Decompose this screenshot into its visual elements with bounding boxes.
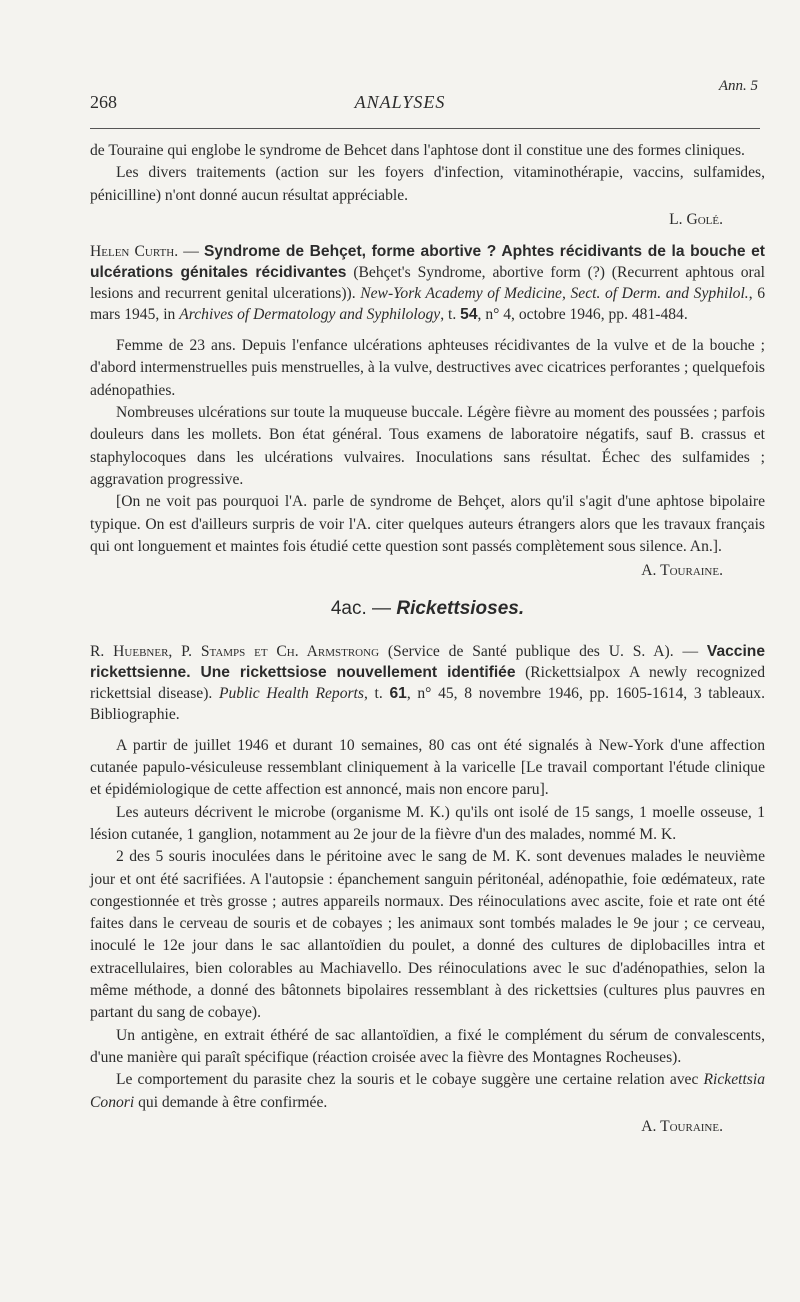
journal-name: Archives of Dermatology and Syphilology bbox=[179, 306, 441, 324]
paragraph: [On ne voit pas pourquoi l'A. parle de syndrome de Behçet, alors qu'il s'agit d'une aphtose bipolaire typique. On est d'ailleurs surpris de voir l'A. citer quelques auteurs étrangers alors que les travaux français qui ont longuement et maintes fois étudié cette question sont passés complètement sous silence. An.]. bbox=[90, 493, 765, 555]
author: Helen Curth. bbox=[90, 243, 179, 261]
volume: 54 bbox=[460, 306, 478, 324]
journal-name: Public Health Reports bbox=[218, 684, 364, 702]
article-title: Syndrome de Behçet, forme abortive ? Aphtes récidivants de la bouche et ulcérations génitales récidivantes bbox=[90, 243, 765, 282]
running-title: ANALYSES bbox=[354, 92, 446, 112]
paragraph: A partir de juillet 1946 et durant 10 semaines, 80 cas ont été signalés à New-York d'une affection cutanée papulo-vésiculeuse ressemblant cliniquement à la varicelle [Le travail comportant l'étude clinique et épidémiologique de cette affection est annoncé, mais non encore paru]. bbox=[90, 736, 765, 799]
page-body bbox=[90, 140, 765, 1148]
article-reference: R. Huebner, P. Stamps et Ch. Armstrong (Service de Santé publique des U. S. A). — Vaccine rickettsienne. Une rickettsiose nouvellement identifiée (Rickettsialpox A newly recognized rickettsial disease). Public Health Reports, t. 61, n° 45, 8 novembre 1946, pp. 1605-1614, 3 tableaux. Bibliographie. bbox=[90, 642, 766, 723]
page-number: 268 bbox=[90, 92, 117, 112]
article-title: Vaccine rickettsienne. Une rickettsiose nouvellement identifiée bbox=[90, 642, 765, 681]
corner-note: Ann. 5 bbox=[718, 78, 758, 94]
author: R. Huebner, P. Stamps et Ch. Armstrong bbox=[90, 642, 380, 660]
signature: A. Touraine. bbox=[641, 562, 723, 580]
article-reference: Helen Curth. — Syndrome de Behçet, forme abortive ? Aphtes récidivants de la bouche et ulcérations génitales récidivantes (Behçet's Syndrome, abortive form (?) (Recurrent aphtous oral lesions and recurrent genital ulcerations)). New-York Academy of Medicine, Sect. of Derm. and Syphilol., 6 mars 1945, in Archives of Dermatology and Syphilology, t. 54, n° 4, octobre 1946, pp. 481-484. bbox=[90, 243, 765, 324]
section-number: 4ac. bbox=[330, 598, 367, 620]
paragraph: Un antigène, en extrait éthéré de sac allantoïdien, a fixé le complément du sérum de convalescents, d'une manière qui paraît spécifique (réaction croisée avec la fièvre des Montagnes Rocheuses). bbox=[90, 1026, 765, 1066]
paragraph: Nombreuses ulcérations sur toute la muqueuse buccale. Légère fièvre au moment des poussées ; parfois douleurs dans les mollets. Bon état général. Tous examens de laboratoire négatifs, sauf B. crassus et staphylocoques dans les ulcérations vulvaires. Inoculations sans résultat. Échec des sulfamides ; aggravation progressive. bbox=[90, 404, 765, 488]
journal-name: New-York Academy of Medicine, Sect. of Derm. and Syphilol. bbox=[360, 285, 749, 303]
paragraph: Les divers traitements (action sur les foyers d'infection, vitaminothérapie, vaccins, sulfamides, pénicilline) n'ont donné aucun résultat appréciable. bbox=[90, 164, 765, 204]
species-name: Rickettsia Conori bbox=[90, 1071, 765, 1111]
page-header bbox=[90, 92, 710, 118]
paragraph: Femme de 23 ans. Depuis l'enfance ulcérations aphteuses récidivantes de la vulve et de la bouche ; d'abord intermenstruelles puis menstruelles, à la vulve, destructives avec cicatrices perforantes ; quelquefois adénopathies. bbox=[90, 337, 765, 399]
signature: A. Touraine. bbox=[641, 1117, 723, 1135]
paragraph: 2 des 5 souris inoculées dans le péritoine avec le sang de M. K. sont devenues malades le neuvième jour et ont été sacrifiées. A l'autopsie : épanchement sanguin péritonéal, adénopathie, foie œdémateux, rate congestionnée et très grosse ; autres appareils normaux. Des réinoculations avec ascite, foie et rate ont été faites dans le cerveau de souris et de cobayes ; les animaux sont tombés malades le 9e jour ; ce cerveau, inoculé le 12e jour dans le sac allantoïdien du poulet, a donné des cultures de diplobacilles intra et extracellulaires, bien colorables au Machiavello. Des réinoculations avec le suc d'adénopathies, selon la même méthode, a donné des bâtonnets bipolaires ressemblant à des rickettsies (cultures plus pauvres en partant du sang de cobaye). bbox=[90, 848, 765, 1022]
signature: L. Golé. bbox=[669, 210, 723, 228]
section-heading: 4ac. — Rickettsioses. bbox=[330, 598, 525, 620]
volume: 61 bbox=[389, 684, 407, 702]
section-title: Rickettsioses. bbox=[396, 598, 525, 620]
paragraph: de Touraine qui englobe le syndrome de Behcet dans l'aphtose dont il constitue une des formes cliniques. bbox=[90, 142, 745, 159]
paragraph: Le comportement du parasite chez la souris et le cobaye suggère une certaine relation avec Rickettsia Conori qui demande à être confirmée. bbox=[90, 1071, 765, 1111]
paragraph: Les auteurs décrivent le microbe (organisme M. K.) qu'ils ont isolé de 15 sangs, 1 moelle osseuse, 1 lésion cutanée, 1 ganglion, notamment au 2e jour de la fièvre d'un des malades, nommé M. K. bbox=[90, 803, 765, 843]
header-rule bbox=[90, 128, 760, 129]
